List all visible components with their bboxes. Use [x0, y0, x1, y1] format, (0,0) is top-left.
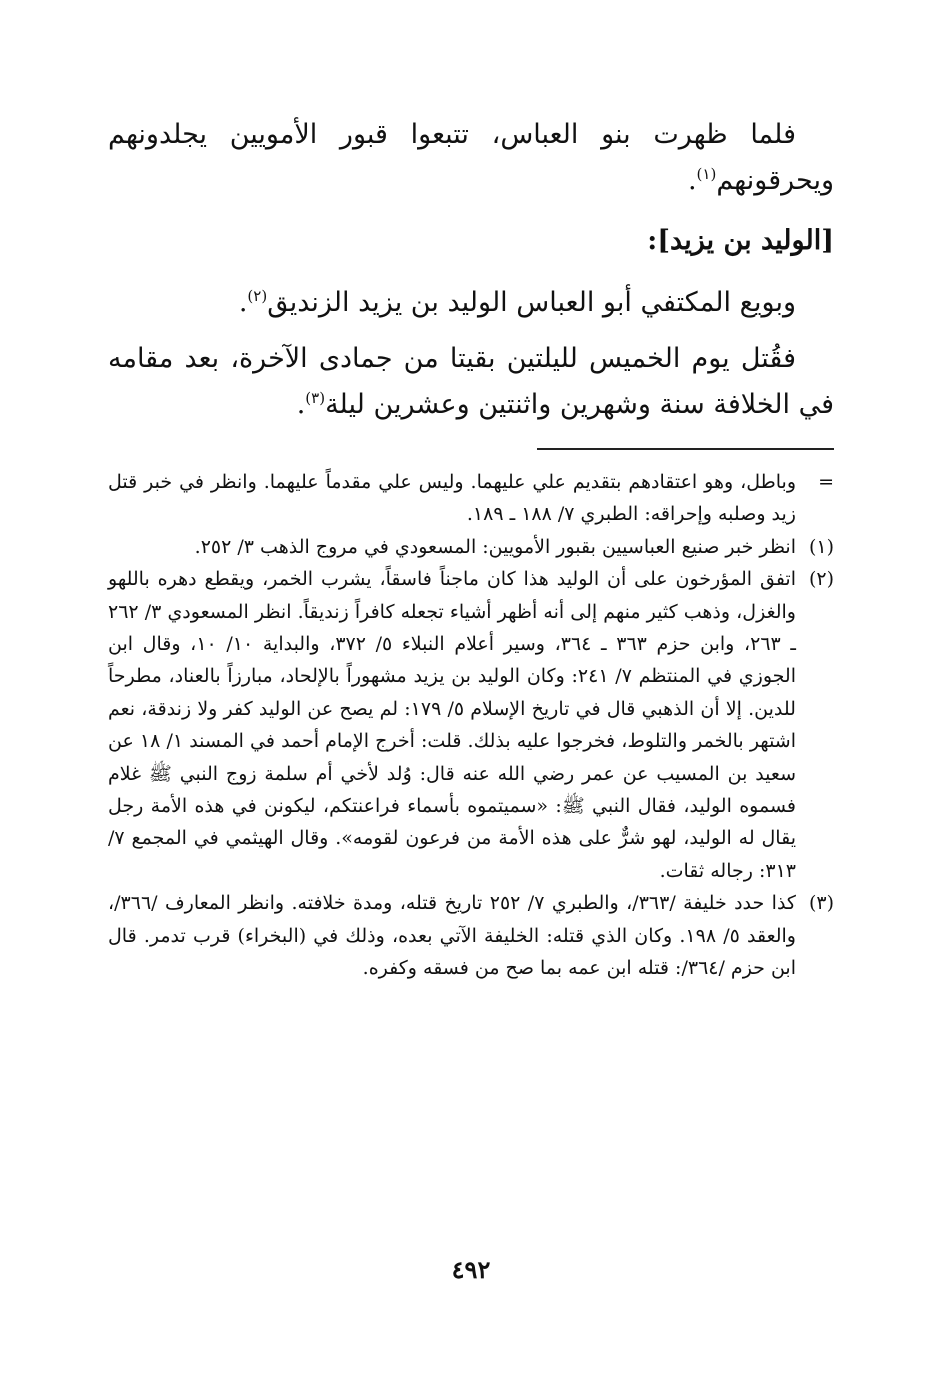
section-heading: [الوليد بن يزيد]:: [647, 225, 834, 256]
paragraph-3-text: فقُتل يوم الخميس لليلتين بقيتا من جمادى الآخرة، بعد مقامه في الخلافة سنة وشهرين واثنتين وعشرين ليلة: [108, 343, 834, 420]
footnote-mark: (١): [808, 535, 834, 558]
footnote-separator: [537, 448, 834, 450]
footnote-3: [108, 887, 834, 984]
footnote-text: اتفق المؤرخون على أن الوليد هذا كان ماجناً فاسقاً، يشرب الخمر، ويقطع دهره باللهو والغزل، وذهب كثير منهم إلى أنه أظهر أشياء تجعله كافراً زنديقاً. انظر المسعودي ٣/ ٢٦٢ ـ ٢٦٣، وابن حزم ٣٦٣ ـ ٣٦٤، وسير أعلام النبلاء ٥/ ٣٧٢، والبداية ١٠/ ١٠، وقال ابن الجوزي في المنتظم ٧/ ٢٤١: وكان الوليد بن يزيد مشهوراً بالإلحاد، مبارزاً بالعناد، مطرحاً للدين. إلا أن الذهبي قال في تاريخ الإسلام ٥/ ١٧٩: لم يصح عن الوليد كفر ولا زندقة، نعم اشتهر بالخمر والتلوط، فخرجوا عليه بذلك. قلت: أخرج الإمام أحمد في المسند ١/ ١٨ عن سعيد بن المسيب عن عمر رضي الله عنه قال: وُلد لأخي أم سلمة زوج النبي ﷺ غلام فسموه الوليد، فقال النبي ﷺ: «سميتموه بأسماء فراعنتكم، ليكونن في هذه الأمة رجل يقال له الوليد، لهو شرٌّ على هذه الأمة من فرعون لقومه». وقال الهيثمي في المجمع ٧/ ٣١٣: رجاله ثقات.: [108, 568, 796, 882]
paragraph-2-text: وبويع المكتفي أبو العباس الوليد بن يزيد الزنديق: [267, 287, 796, 318]
footnote-text: انظر خبر صنيع العباسيين بقبور الأمويين: المسعودي في مروج الذهب ٣/ ٢٥٢.: [194, 535, 796, 558]
footnote-text: وباطل، وهو اعتقادهم بتقديم علي عليهما. وليس علي مقدماً عليهما. وانظر في خبر قتل زيد وصلبه وإحراقه: الطبري ٧/ ١٨٨ ـ ١٨٩.: [108, 471, 796, 526]
page-number: ٤٩٢: [451, 1255, 491, 1284]
paragraph-2: [108, 280, 834, 326]
footnote-2: [108, 563, 834, 887]
footnotes: [108, 466, 834, 985]
footnote-ref-1[interactable]: (١): [696, 165, 717, 183]
paragraph-3-end: .: [296, 389, 306, 420]
footnote-text: كذا حدد خليفة /٣٦٣/، والطبري ٧/ ٢٥٢ تاريخ قتله، ومدة خلافته. وانظر المعارف /٣٦٦/، والعقد ٥/ ١٩٨. وكان الذي قتله: الخليفة الآتي بعده، وذلك في (البخراء) قرب تدمر. قال ابن حزم /٣٦٤/: قتله ابن عمه بما صح من فسقه وكفره.: [108, 892, 796, 980]
footnote-1: [108, 531, 834, 563]
paragraph-3: [108, 336, 834, 428]
footnote-mark: (٢): [808, 568, 834, 591]
footnote-ref-2[interactable]: (٢): [247, 287, 268, 305]
main-text: [108, 112, 834, 428]
footnote-mark: (٣): [808, 892, 834, 915]
footnote-mark: =: [818, 471, 834, 493]
paragraph-1-end: .: [687, 165, 697, 196]
paragraph-1-text: فلما ظهرت بنو العباس، تتبعوا قبور الأمويين يجلدونهم ويحرقونهم: [108, 119, 834, 196]
footnote-ref-3[interactable]: (٣): [305, 389, 326, 407]
paragraph-1: [108, 112, 834, 204]
footnote-continued: [108, 466, 834, 531]
paragraph-2-end: .: [238, 287, 248, 318]
